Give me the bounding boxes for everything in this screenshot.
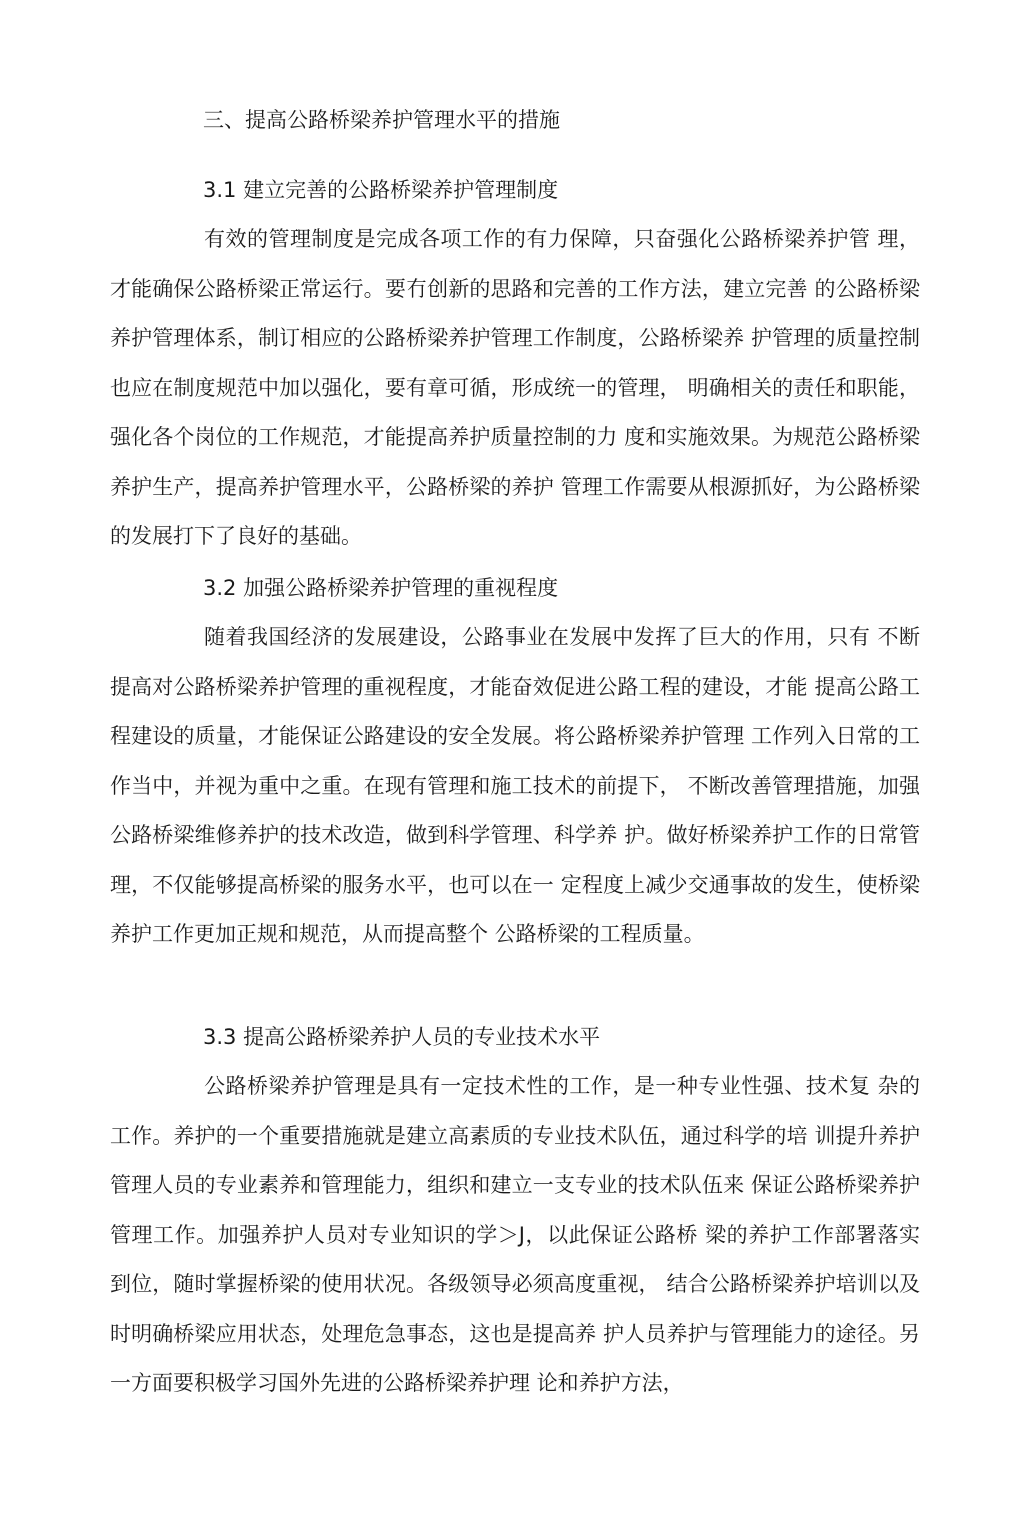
section-paragraph-3-3: 公路桥梁养护管理是具有一定技术性的工作，是一种专业性强、技术复 杂的工作。养护的一个重要措施就是建立高素质的专业技术队伍，通过科学的培 训提升养护管理人员的专业素养和管理能力，组织和建立一支专业的技术队伍来 保证公路桥梁养护管理工作。加强养护人员对专业知识的学＞J，以此保证公路桥 梁的养护工作部署落实到位，随时掌握桥梁的使用状况。各级领导必须高度重视， 结合公路桥梁养护培训以及时明确桥梁应用状态，处理危急事态，这也是提高养 护人员养护与管理能力的途径。另一方面要积极学习国外先进的公路桥梁养护理 论和养护方法， <box>110 1074 920 1395</box>
section-heading-3-3: 3.3 提高公路桥梁养护人员的专业技术水平 <box>203 1025 601 1049</box>
section-paragraph-3-1: 有效的管理制度是完成各项工作的有力保障，只奋强化公路桥梁养护管 理，才能确保公路桥梁正常运行。要冇创新的思路和完善的工作方法，建立完善 的公路桥梁养护管理体系，制订相应的公路桥梁养护管理工作制度，公路桥梁养 护管理的质量控制也应在制度规范中加以强化，要有章可循，形成统一的管理， 明确相关的责任和职能，强化各个岗位的工作规范，才能提高养护质量控制的力 度和实施效果。为规范公路桥梁养护生产，提高养护管理水平，公路桥梁的养护 管理工作需要从根源抓好，为公路桥梁的发展打下了良好的基础。 <box>110 227 920 548</box>
main-heading: 三、提高公路桥梁养护管理水平的措施 <box>203 108 560 132</box>
section-paragraph-3-2: 随着我国经济的发展建设，公路事业在发展中发挥了巨大的作用，只有 不断提高对公路桥梁养护管理的重视程度，才能奋效促进公路工程的建设，才能 提高公路工程建设的质量，才能保证公路建设的安全发展。将公路桥梁养护管理 工作列入日常的工作当中，并视为重中之重。在现有管理和施工技术的前提下， 不断改善管理措施，加强公路桥梁维修养护的技术改造，做到科学管理、科学养 护。做好桥梁养护工作的日常管理，不仅能够提高桥梁的服务水平，也可以在一 定程度上减少交通事故的发生，使桥梁养护工作更加正规和规范，从而提高整个 公路桥梁的工程质量。 <box>110 625 920 946</box>
section-heading-3-2: 3.2 加强公路桥梁养护管理的重视程度 <box>203 576 559 600</box>
section-heading-3-1: 3.1 建立完善的公路桥梁养护管理制度 <box>203 178 559 202</box>
